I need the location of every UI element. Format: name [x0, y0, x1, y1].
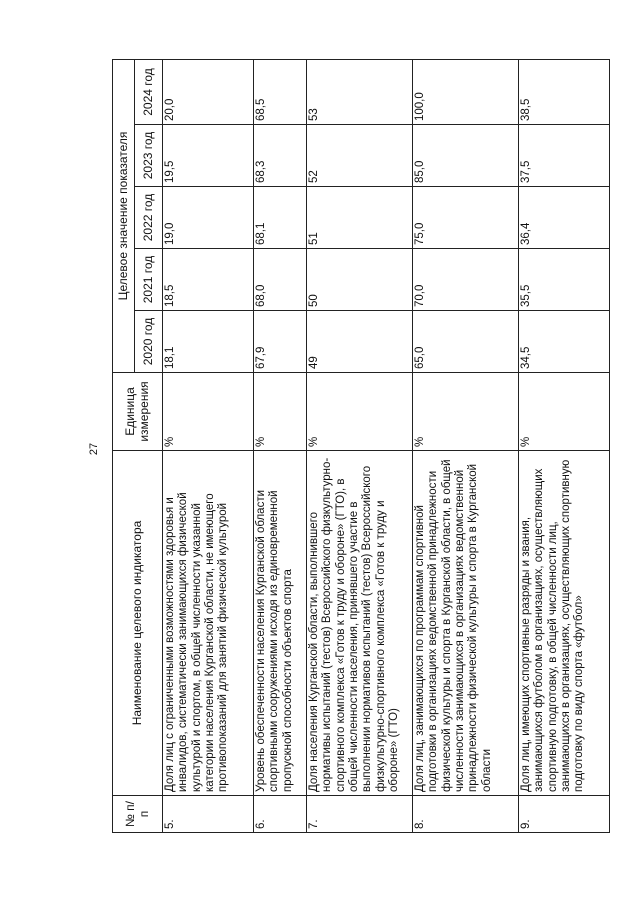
row-value-2022: 19,0 — [163, 187, 254, 249]
row-num: 5. — [163, 796, 254, 833]
table-row — [163, 59, 254, 832]
row-unit: % — [254, 373, 307, 451]
row-value-2024: 53 — [307, 59, 413, 124]
row-unit: % — [163, 373, 254, 451]
row-value-2024: 100,0 — [412, 59, 518, 124]
row-value-2021: 70,0 — [412, 249, 518, 311]
header-year-2023: 2023 год — [135, 125, 163, 187]
header-num: № п/п — [113, 796, 163, 833]
table-row — [254, 59, 307, 832]
row-value-2021: 68,0 — [254, 249, 307, 311]
header-year-2024: 2024 год — [135, 59, 163, 124]
row-value-2023: 85,0 — [412, 125, 518, 187]
header-year-2020: 2020 год — [135, 311, 163, 373]
table-row — [412, 59, 518, 832]
header-year-2021: 2021 год — [135, 249, 163, 311]
row-value-2020: 49 — [307, 311, 413, 373]
row-num: 6. — [254, 796, 307, 833]
row-value-2020: 65,0 — [412, 311, 518, 373]
row-value-2022: 36,4 — [518, 187, 609, 249]
row-value-2021: 50 — [307, 249, 413, 311]
row-num: 7. — [307, 796, 413, 833]
row-value-2020: 18,1 — [163, 311, 254, 373]
header-name: Наименование целевого индикатора — [113, 451, 163, 796]
target-indicators-table — [112, 59, 610, 833]
row-value-2023: 19,5 — [163, 125, 254, 187]
row-num: 8. — [412, 796, 518, 833]
row-num: 9. — [518, 796, 609, 833]
row-value-2023: 52 — [307, 125, 413, 187]
row-name: Доля лиц, занимающихся по программам спортивной подготовки в организациях ведомственной принадлежности физической культуры и спорта в Курганской области, в общей численности занимающихся в организациях ведомственной принадлежности физической культуры и спорта в Курганской области — [412, 451, 518, 796]
row-value-2023: 37,5 — [518, 125, 609, 187]
row-value-2022: 75,0 — [412, 187, 518, 249]
row-name: Доля населения Курганской области, выполнившего нормативы испытаний (тестов) Всероссийского физкультурно-спортивного комплекса «Готов к труду и обороне» (ГТО), в общей численности населения, принявшего участие в выполнении нормативов испытаний (тестов) Всероссийского физкультурно-спортивного комплекса «Готов к труду и обороне» (ГТО) — [307, 451, 413, 796]
header-target: Целевое значение показателя — [113, 59, 135, 372]
row-value-2023: 68,3 — [254, 125, 307, 187]
rotated-table-wrapper — [112, 60, 610, 833]
row-unit: % — [412, 373, 518, 451]
row-unit: % — [307, 373, 413, 451]
row-unit: % — [518, 373, 609, 451]
row-value-2022: 51 — [307, 187, 413, 249]
row-value-2024: 38,5 — [518, 59, 609, 124]
row-name: Доля лиц, имеющих спортивные разряды и звания, занимающихся футболом в организациях, осуществляющих спортивную подготовку, в общей численности лиц, занимающихся в организациях, осуществляющих спортивную подготовку по виду спорта «футбол» — [518, 451, 609, 796]
row-value-2020: 34,5 — [518, 311, 609, 373]
row-value-2024: 68,5 — [254, 59, 307, 124]
row-value-2024: 20,0 — [163, 59, 254, 124]
table-row — [518, 59, 609, 832]
page-number: 27 — [88, 442, 101, 456]
row-value-2020: 67,9 — [254, 311, 307, 373]
row-value-2021: 18,5 — [163, 249, 254, 311]
table-row — [307, 59, 413, 832]
header-year-2022: 2022 год — [135, 187, 163, 249]
row-name: Уровень обеспеченности населения Курганской области спортивными сооружениями исходя из единовременной пропускной способности объектов спорта — [254, 451, 307, 796]
row-value-2022: 68,1 — [254, 187, 307, 249]
row-name: Доля лиц с ограниченными возможностями здоровья и инвалидов, систематически занимающихся физической культурой и спортом, в общей численности указанной категории населения Курганской области, не имеющего противопоказаний для занятий физической культурой — [163, 451, 254, 796]
row-value-2021: 35,5 — [518, 249, 609, 311]
header-unit: Единица измерения — [113, 373, 163, 451]
